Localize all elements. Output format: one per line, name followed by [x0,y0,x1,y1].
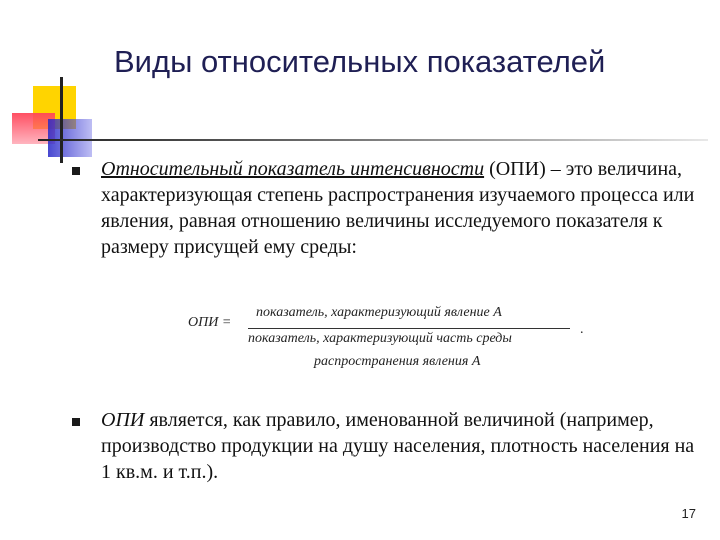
formula-numerator: показатель, характеризующий явление А [256,305,502,320]
decor-vertical-line [60,77,63,163]
term-opi: ОПИ [101,409,145,431]
formula-denominator-cont: распространения явления А [314,354,481,369]
term-intensity: Относительный показатель интенсивности [101,158,485,180]
bullet-text-1 [101,156,701,260]
decor-blue-block [48,119,92,157]
note-opi: является, как правило, именованной величиной (например, производство продукции на душу населения, плотность населения на 1 кв.м. и т.п.). [101,409,695,483]
page-number: 17 [681,506,696,521]
bullet-marker [72,418,80,426]
bullet-text-2 [101,407,701,485]
formula-lhs: ОПИ = [188,315,232,330]
formula [188,305,608,385]
bullet-marker [72,167,80,175]
definition-intensity: (ОПИ) – это величина, характеризующая степень распространения изучаемого процесса или явления, равная отношению величины исследуемого показателя к размеру присущей ему среды: [101,158,695,258]
formula-denominator: показатель, характеризующий часть среды [248,331,512,346]
slide-title: Виды относительных показателей [114,44,606,79]
formula-end: . [580,322,584,337]
title-divider [38,139,708,141]
fraction-bar [248,328,570,329]
